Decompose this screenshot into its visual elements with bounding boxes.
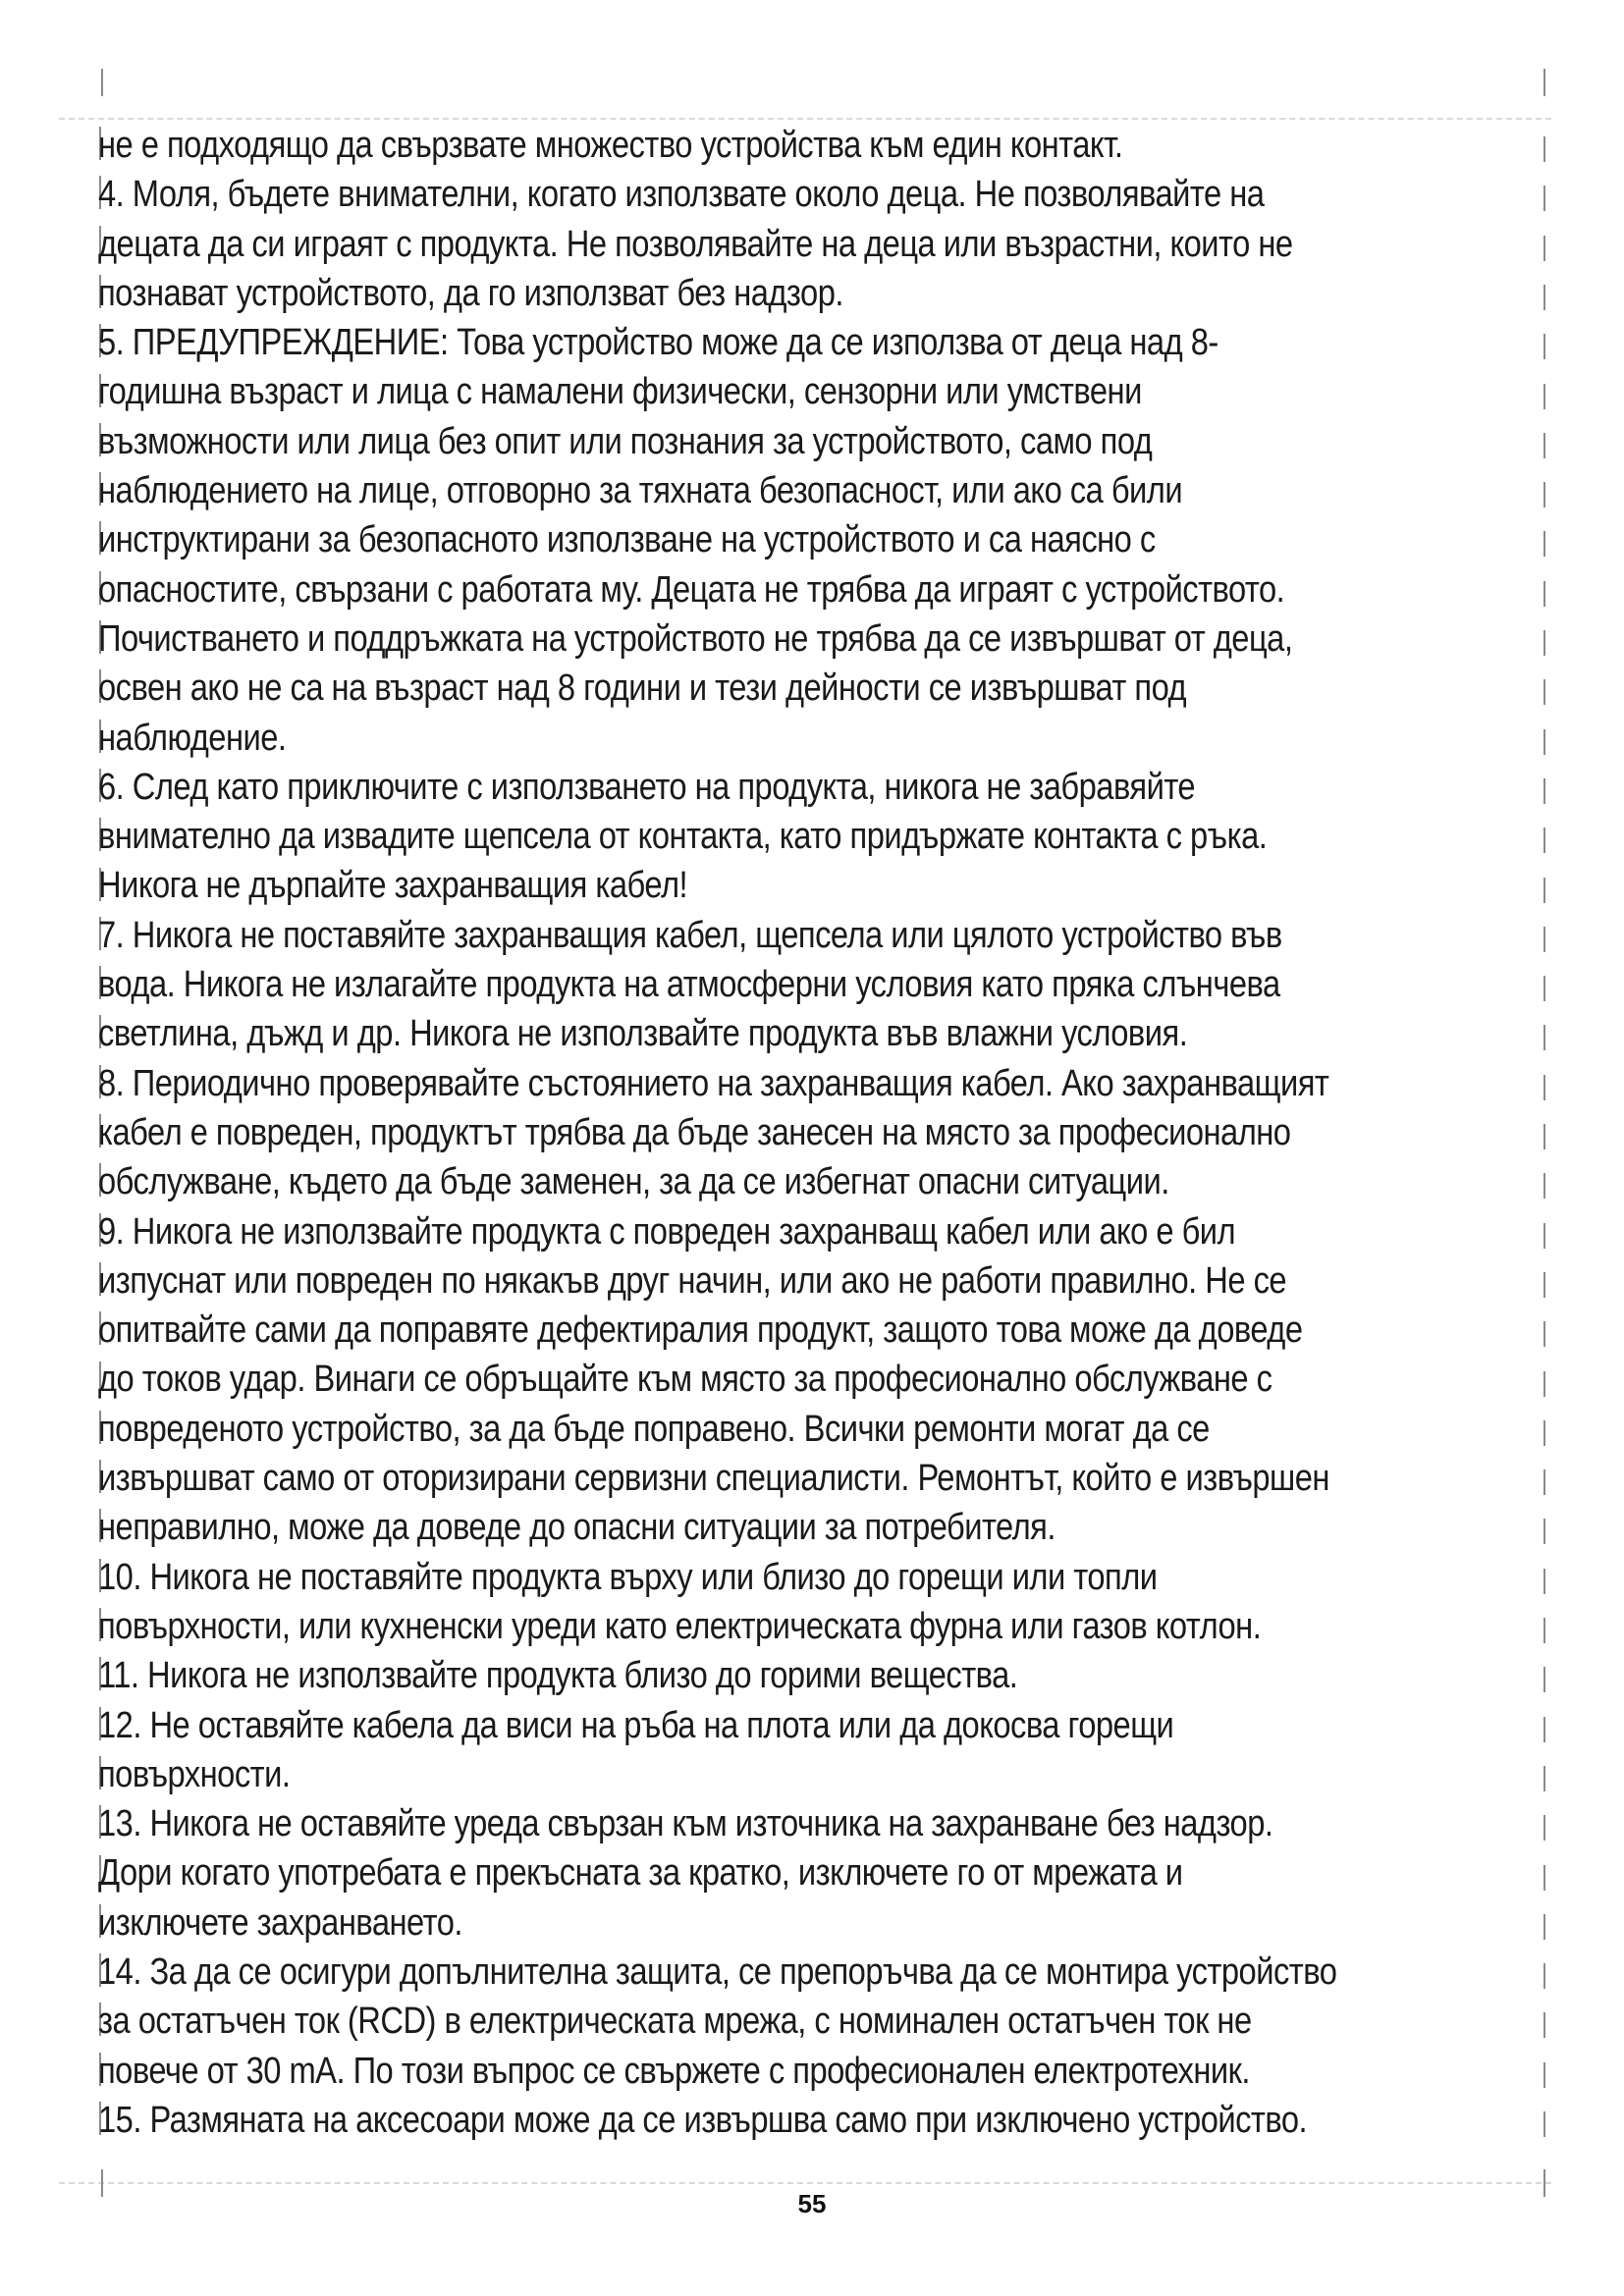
text-line: наблюдението на лице, отговорно за тяхната безопасност, или ако са били [98,470,1183,512]
text-line: 8. Периодично проверявайте състоянието на захранващия кабел. Ако захранващият [98,1062,1329,1104]
text-line: 13. Никога не оставяйте уреда свързан към източника на захранване без надзор. [98,1803,1273,1845]
text-line: 7. Никога не поставяйте захранващия кабел, щепсела или цялото устройство във [98,914,1282,956]
right-margin-mark [1543,1173,1545,1199]
text-line: 6. След като приключите с използването на продукта, никога не забравяйте [98,766,1196,808]
page-number: 55 [797,2189,827,2218]
right-margin-mark [1543,1963,1545,1989]
right-margin-mark [1543,236,1545,261]
text-line: инструктирани за безопасното използване на устройството и са наясно с [98,519,1156,561]
right-margin-mark [1543,1815,1545,1841]
text-line: децата да си играят с продукта. Не позволявайте на деца или възрастни, които не [98,223,1293,265]
text-line: възможности или лица без опит или познания за устройството, само под [98,420,1153,462]
text-line: извършват само от оторизирани сервизни специалисти. Ремонтът, който е извършен [98,1458,1329,1500]
right-margin-mark [1543,1371,1545,1397]
right-margin-mark [1543,1717,1545,1742]
text-line: внимателно да извадите щепсела от контакта, като придържате контакта с ръка. [98,816,1268,858]
right-margin-mark [1543,1667,1545,1692]
right-margin-mark [1543,729,1545,755]
right-margin-mark [1543,1272,1545,1298]
text-line: 11. Никога не използвайте продукта близо до горими вещества. [98,1655,1018,1697]
right-margin-mark [1543,630,1545,656]
right-margin-mark [1543,976,1545,1001]
text-line: повреденото устройство, за да бъде поправено. Всички ремонти могат да се [98,1408,1210,1450]
text-line: за остатъчен ток (RCD) в електрическата мрежа, с номинален остатъчен ток не [98,2001,1252,2043]
right-margin-mark [1543,1025,1545,1050]
right-margin-mark [1543,1519,1545,1544]
right-margin-mark [1543,581,1545,607]
text-line: светлина, дъжд и др. Никога не използвайте продукта във влажни условия. [98,1013,1188,1055]
text-line: до токов удар. Винаги се обръщайте към място за професионално обслужване с [98,1359,1272,1401]
right-margin-mark [1543,2111,1545,2137]
right-margin-mark [1543,1766,1545,1791]
text-line: повърхности, или кухненски уреди като електрическата фурна или газов котлон. [98,1605,1262,1647]
text-line: обслужване, където да бъде заменен, за да се избегнат опасни ситуации. [98,1161,1169,1203]
right-margin-mark [1543,1223,1545,1249]
right-margin-mark [1543,828,1545,853]
text-line: 5. ПРЕДУПРЕЖДЕНИЕ: Това устройство може да се използва от деца над 8- [98,322,1218,364]
text-line: Никога не дърпайте захранващия кабел! [98,865,688,907]
right-margin-mark [1543,69,1545,96]
text-line: изключете захранването. [98,1901,462,1944]
text-line: Почистването и поддръжката на устройството не трябва да се извършват от деца, [98,617,1293,660]
right-margin-mark [1543,285,1545,310]
right-margin-mark [1543,1420,1545,1446]
right-margin-mark [1543,878,1545,903]
text-line: неправилно, може да доведе до опасни ситуации за потребителя. [98,1507,1056,1549]
text-line: 9. Никога не използвайте продукта с повреден захранващ кабел или ако е бил [98,1210,1236,1253]
right-margin-mark [1543,334,1545,359]
text-line: 15. Размяната на аксесоари може да се извършва само при изключено устройство. [98,2099,1308,2141]
text-line: 10. Никога не поставяйте продукта върху или близо до горещи или топли [98,1556,1158,1598]
text-line: наблюдение. [98,717,287,759]
text-line: повърхности. [98,1753,291,1795]
right-margin-mark [1543,384,1545,409]
right-margin-mark [1543,2062,1545,2088]
top-dashed-rule [59,118,1551,120]
right-margin-mark [1543,679,1545,705]
text-line: освен ако не са на възраст над 8 години и тези дейности се извършват под [98,667,1187,710]
right-margin-mark [1543,1569,1545,1594]
right-margin-mark [1543,531,1545,557]
right-margin-mark [1543,1124,1545,1149]
left-margin-mark [101,69,103,96]
right-margin-mark [1543,1914,1545,1940]
text-line: 14. За да се осигури допълнителна защита, се препоръчва да се монтира устройство [98,1950,1337,1993]
right-margin-mark [1543,136,1545,162]
right-margin-mark [1543,1865,1545,1891]
right-margin-mark [1543,1321,1545,1347]
text-line: познават устройството, да го използват без надзор. [98,272,843,314]
text-line: вода. Никога не излагайте продукта на атмосферни условия като пряка слънчева [98,964,1280,1006]
text-line: опитвайте сами да поправяте дефектиралия продукт, защото това може да доведе [98,1309,1303,1352]
right-margin-mark [1543,186,1545,211]
right-margin-mark [1543,482,1545,507]
text-line: 12. Не оставяйте кабела да виси на ръба на плота или да докосва горещи [98,1704,1174,1746]
document-body [98,121,1542,2145]
right-margin-mark [1543,927,1545,952]
right-margin-mark [1543,778,1545,804]
text-line: 4. Моля, бъдете внимателни, когато използвате около деца. Не позволявайте на [98,174,1265,216]
bottom-dashed-rule [59,2182,1551,2184]
text-line: опасностите, свързани с работата му. Децата не трябва да играят с устройството. [98,568,1285,611]
text-line: годишна възраст и лица с намалени физически, сензорни или умствени [98,371,1142,413]
text-line: повече от 30 mA. По този въпрос се свържете с професионален електротехник. [98,2050,1250,2092]
text-line: не е подходящо да свързвате множество устройства към един контакт. [98,125,1123,166]
right-margin-mark [1543,433,1545,458]
right-margin-mark [1543,2012,1545,2038]
text-line: изпуснат или повреден по някакъв друг начин, или ако не работи правилно. Не се [98,1259,1287,1302]
text-line: Дори когато употребата е прекъсната за кратко, изключете го от мрежата и [98,1852,1183,1895]
right-margin-mark [1543,1469,1545,1495]
right-margin-mark [1543,1618,1545,1643]
text-line: кабел е повреден, продуктът трябва да бъде занесен на място за професионално [98,1111,1291,1153]
right-margin-mark [1543,1075,1545,1100]
